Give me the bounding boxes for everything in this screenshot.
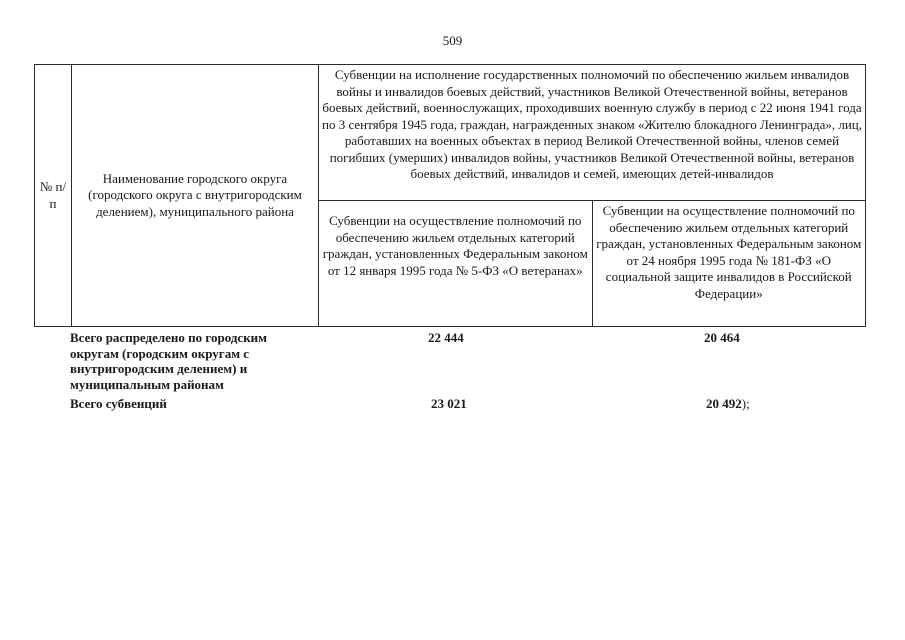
subsidies-table <box>34 64 866 327</box>
summary-total-value-disabled <box>706 396 750 412</box>
summary-total-value-disabled-number: 20 492 <box>706 396 742 411</box>
page-number: 509 <box>442 33 463 48</box>
summary-block <box>70 330 870 412</box>
summary-distributed-value-disabled: 20 464 <box>704 330 740 345</box>
summary-total-trailing: ); <box>741 396 750 411</box>
header-sub-disabled-text: Субвенции на осуществление полномочий по обеспечению жильем отдельных категорий граждан, установленных Федеральным законом от 24 ноября 1995 года № 181-ФЗ «О социальной защите инвалидов в Российской Федерации» <box>596 203 862 301</box>
summary-total-value-veterans: 23 021 <box>431 396 467 411</box>
summary-total-label: Всего субвенций <box>70 396 167 411</box>
header-sub-disabled <box>592 201 866 327</box>
header-sub-veterans-text: Субвенции на осуществление полномочий по обеспечению жильем отдельных категорий граждан, установленных Федеральным законом от 12 января 1995 года № 5-ФЗ «О ветеранах» <box>322 213 588 278</box>
summary-row-total <box>70 396 870 412</box>
header-col-name: Наименование городского округа (городского округа с внутригородским делением), муниципального района <box>72 65 319 327</box>
summary-distributed-label: Всего распределено по городским округам (городским округам с внутригородским делением) и муниципальным районам <box>70 330 268 392</box>
header-sub-veterans <box>319 201 593 327</box>
header-col-number: № п/п <box>35 65 72 327</box>
summary-distributed-value-veterans: 22 444 <box>428 330 464 345</box>
header-main-group: Субвенции на исполнение государственных полномочий по обеспечению жильем инвалидов войны и инвалидов боевых действий, участников Великой Отечественной войны, ветеранов боевых действий, военнослужащих, проходивших военную службу в период с 22 июня 1941 года по 3 сентября 1945 года, граждан, награжденных знаком «Жителю блокадного Ленинграда», лиц, работавших на военных объектах в период Великой Отечественной войны, членов семей погибших (умерших) инвалидов войны, участников Великой Отечественной войны, ветеранов боевых действий, инвалидов и семей, имеющих детей-инвалидов <box>319 65 866 201</box>
summary-row-distributed <box>70 330 870 392</box>
table-header-row-1 <box>35 65 866 201</box>
